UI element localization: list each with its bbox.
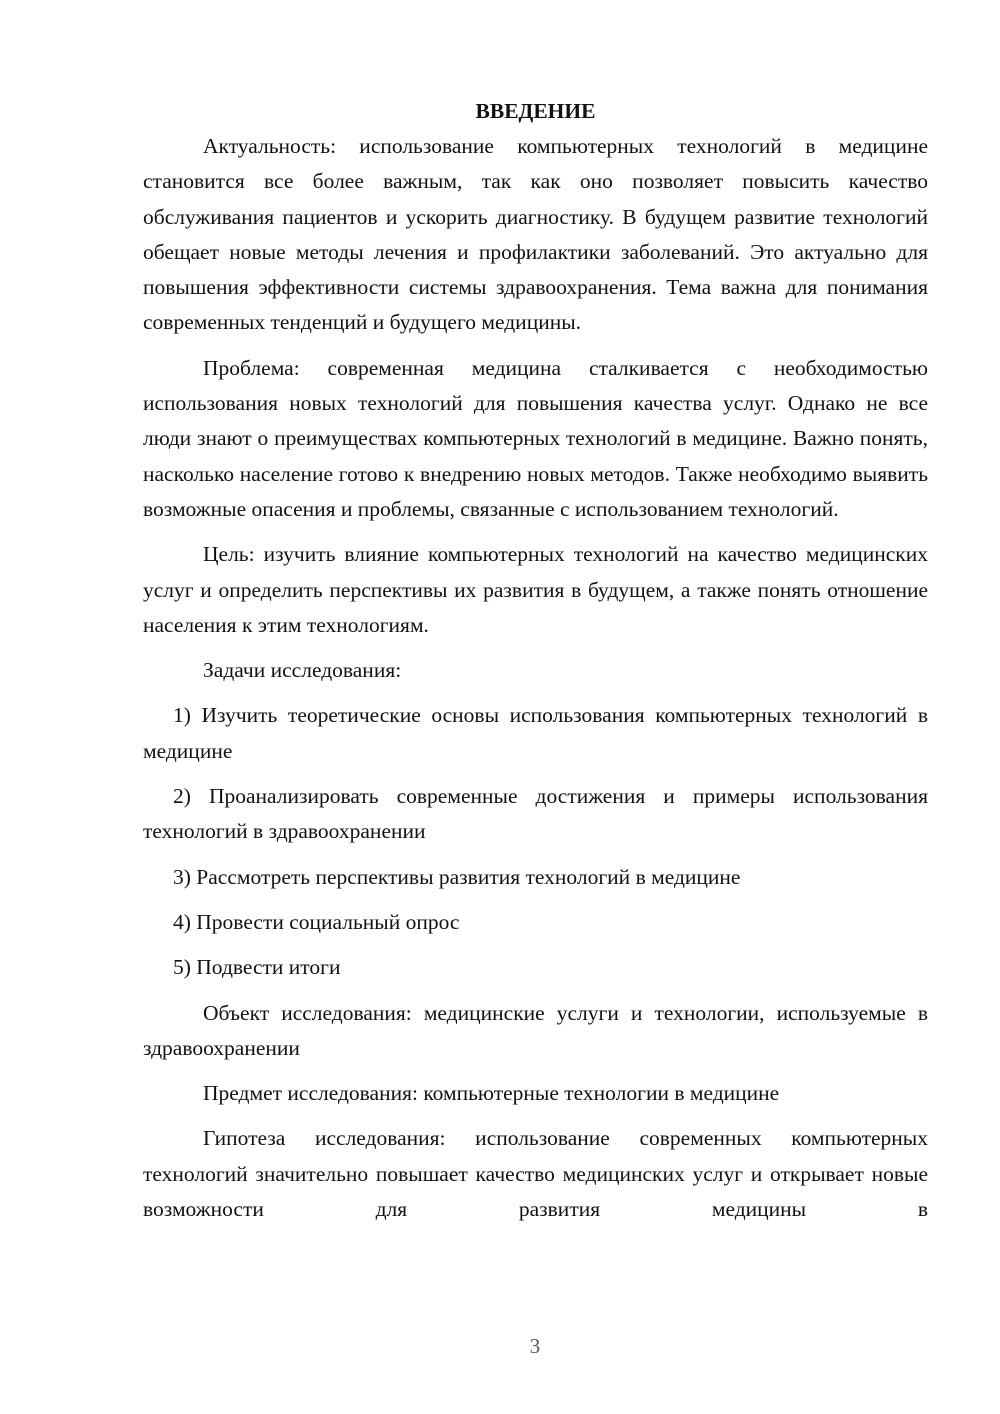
object-paragraph: Объект исследования: медицинские услуги и технологии, используемые в здравоохранении xyxy=(143,1000,928,1060)
relevance-paragraph: Актуальность: использование компьютерных технологий в медицине становится все более важным, так как оно позволяет повысить качество обслуживания пациентов и ускорить диагностику. В будущем развитие технологий обещает новые методы лечения и профилактики заболеваний. Это актуально для повышения эффективности системы здравоохранения. Тема важна для понимания современных тенденций и будущего медицины. xyxy=(143,134,928,335)
hypothesis-paragraph: Гипотеза исследования: использование современных компьютерных технологий значительно повышает качество медицинских услуг и открывает новые возможности для развития медицины в xyxy=(143,1126,928,1222)
subject-paragraph: Предмет исследования: компьютерные технологии в медицине xyxy=(203,1081,780,1106)
task-item-1: 1) Изучить теоретические основы использования компьютерных технологий в медицине xyxy=(143,703,928,763)
task-item-3: 3) Рассмотреть перспективы развития технологий в медицине xyxy=(173,864,741,889)
task-item-5: 5) Подвести итоги xyxy=(173,955,341,980)
goal-paragraph: Цель: изучить влияние компьютерных технологий на качество медицинских услуг и определить перспективы их развития в будущем, а также понять отношение населения к этим технологиям. xyxy=(143,542,928,637)
task-item-2: 2) Проанализировать современные достижения и примеры использования технологий в здравоохранении xyxy=(143,784,928,844)
tasks-title: Задачи исследования: xyxy=(203,658,402,683)
page-number: 3 xyxy=(529,1334,541,1358)
document-page xyxy=(143,96,928,1237)
section-heading: ВВЕДЕНИЕ xyxy=(475,99,596,123)
task-item-4: 4) Провести социальный опрос xyxy=(173,909,460,934)
problem-paragraph: Проблема: современная медицина сталкивается с необходимостью использования новых технологий для повышения качества услуг. Однако не все люди знают о преимуществах компьютерных технологий в медицине. Важно понять, насколько население готово к внедрению новых методов. Также необходимо выявить возможные опасения и проблемы, связанные с использованием технологий. xyxy=(143,355,928,521)
